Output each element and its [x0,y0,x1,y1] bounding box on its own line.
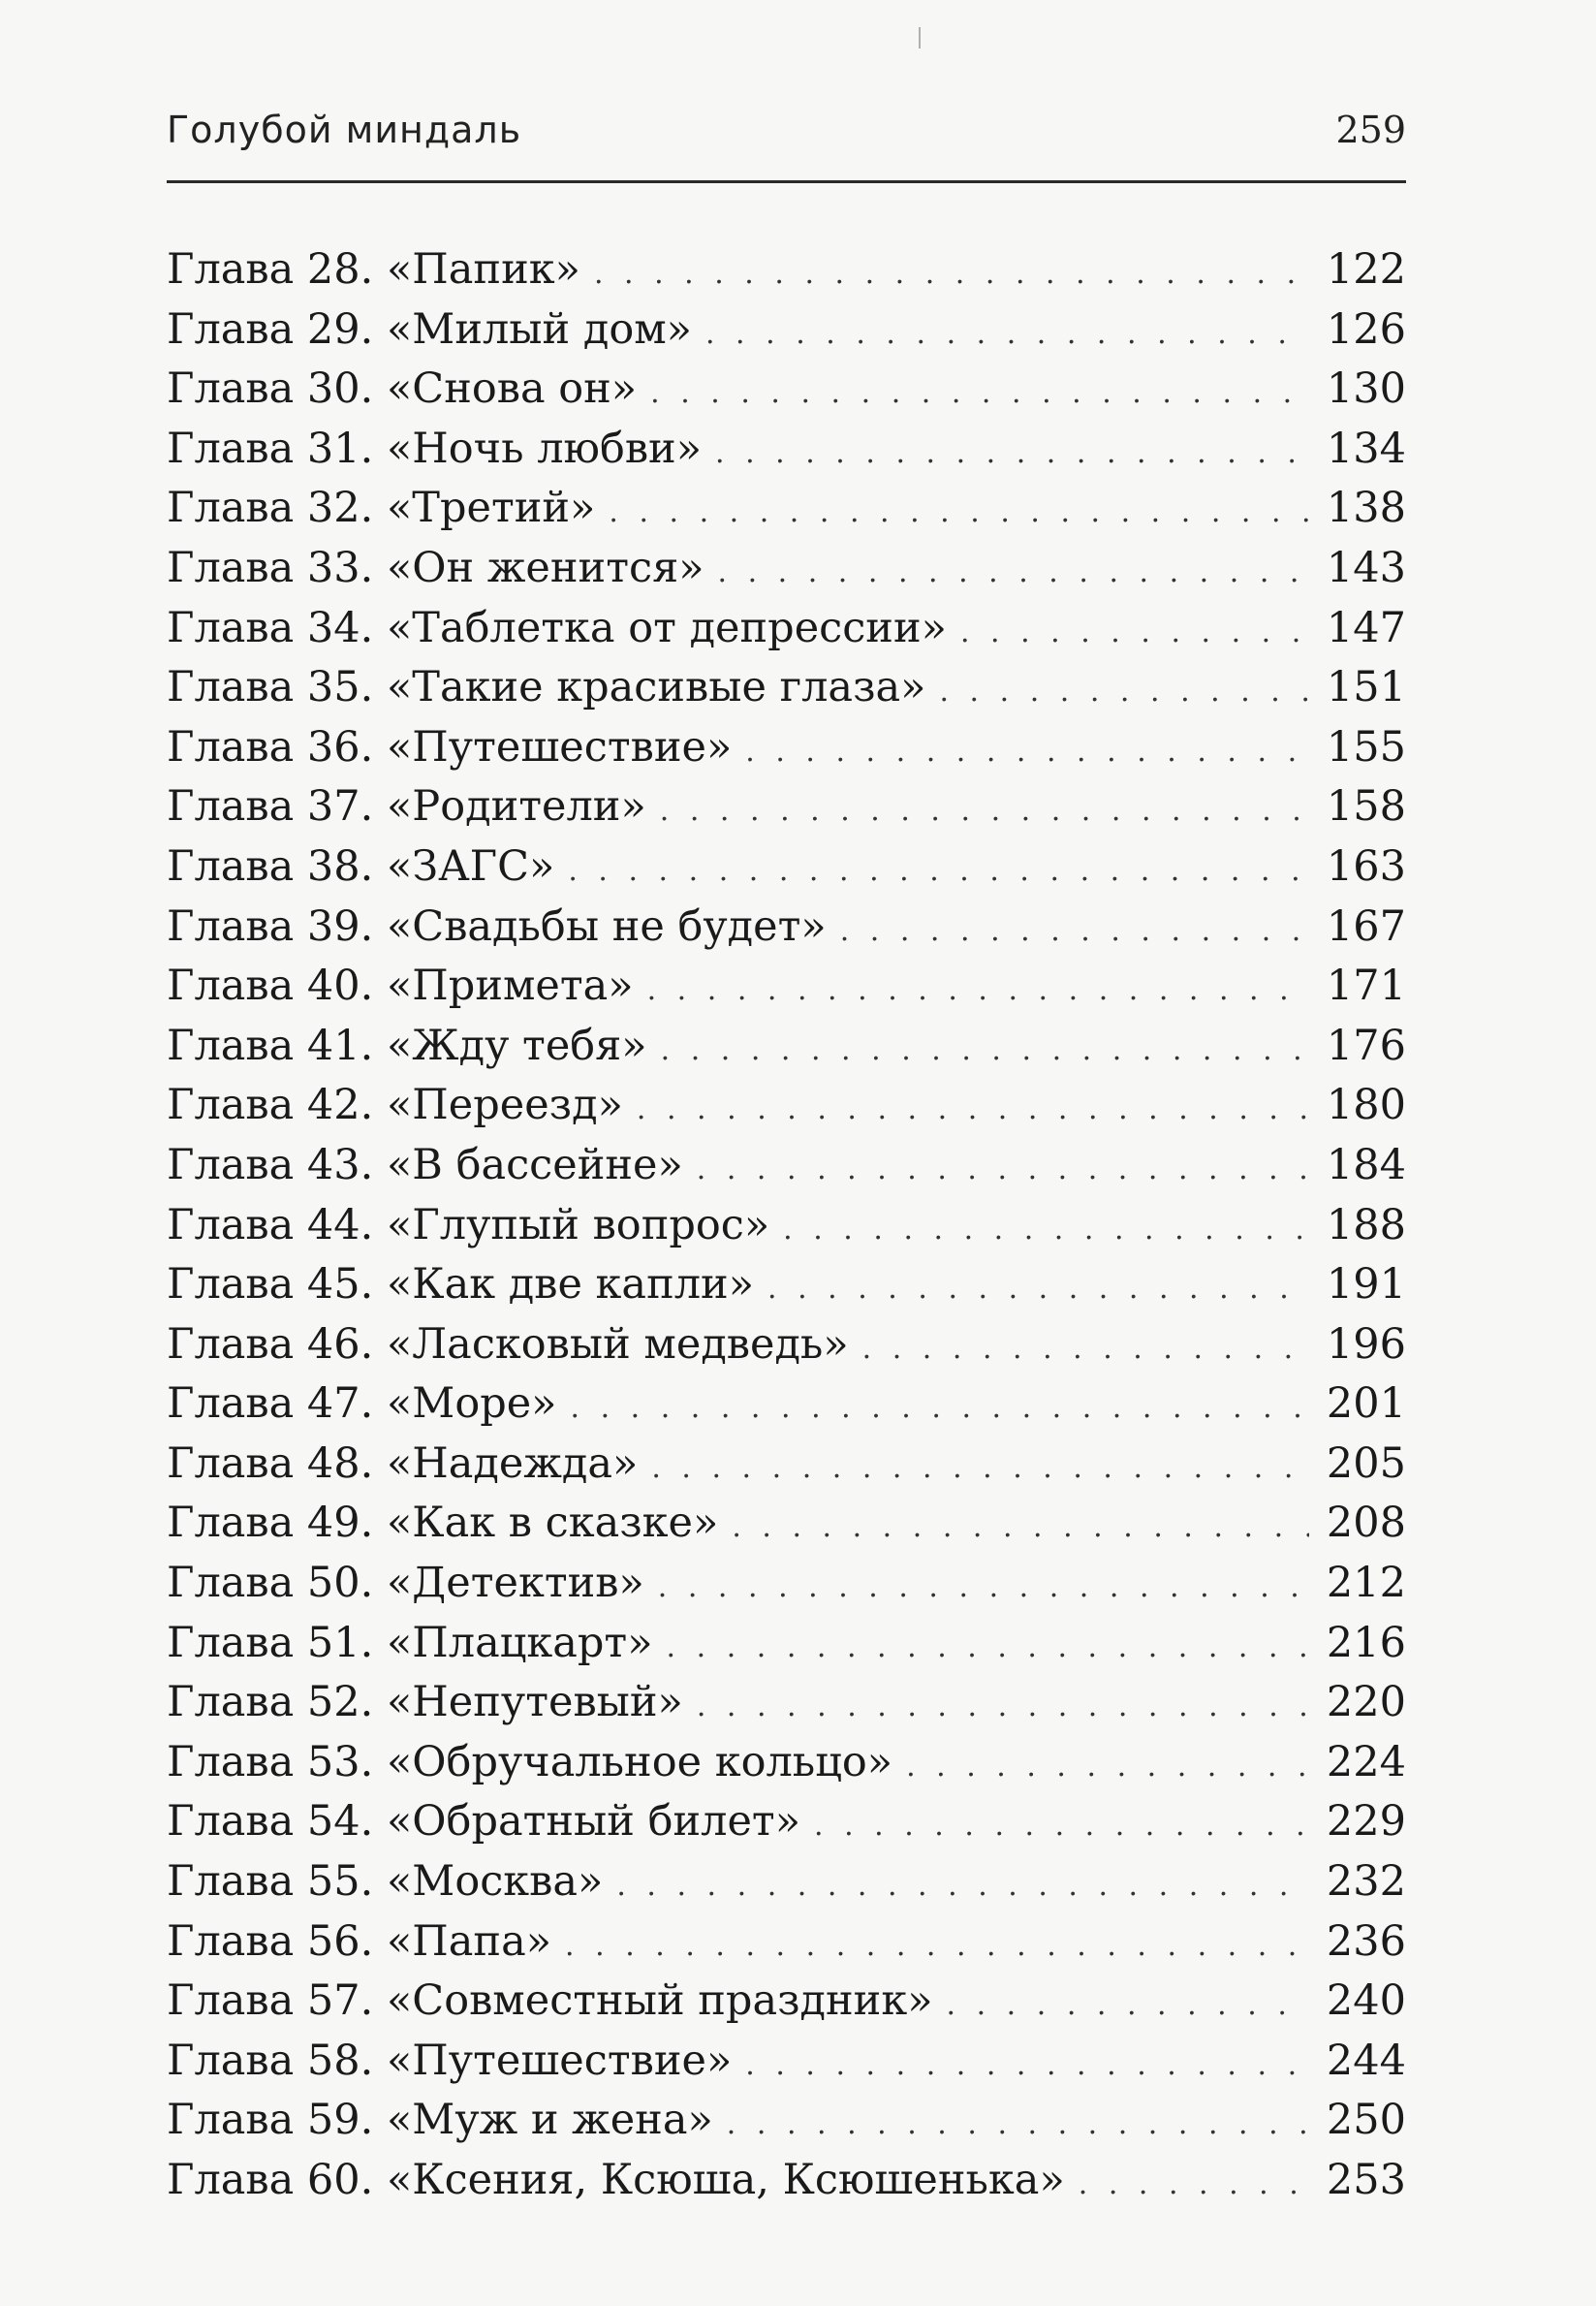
toc-entry [167,1076,1406,1136]
toc-leader-dots [960,603,1309,663]
toc-entry [167,777,1406,837]
toc-entry-page: 224 [1326,1737,1406,1786]
toc-leader-dots [947,1975,1309,2036]
toc-entry-title: Глава 32. «Третий» [167,484,596,533]
toc-entry-title: Глава 55. «Москва» [167,1857,604,1907]
toc-entry-title: Глава 36. «Путешествие» [167,722,733,772]
toc-leader-dots [840,901,1309,962]
toc-leader-dots [565,1916,1309,1976]
toc-leader-dots [637,1080,1309,1140]
toc-entry-page: 244 [1326,2036,1406,2085]
toc-entry-title: Глава 58. «Путешествие» [167,2036,733,2085]
toc-entry-page: 167 [1326,901,1406,951]
toc-entry-title: Глава 52. «Непутевый» [167,1678,683,1727]
toc-entry-page: 201 [1326,1379,1406,1429]
toc-leader-dots [650,363,1309,424]
toc-leader-dots [783,1200,1309,1260]
toc-entry-page: 134 [1326,424,1406,473]
toc-leader-dots [571,1378,1310,1438]
toc-entry-page: 253 [1326,2156,1406,2204]
toc-leader-dots [718,543,1309,603]
toc-entry-page: 155 [1326,722,1406,772]
toc-entry-title: Глава 46. «Ласковый медведь» [167,1319,849,1369]
header-rule [167,180,1406,183]
toc-entry-title: Глава 49. «Как в сказке» [167,1499,719,1548]
toc-entry-title: Глава 29. «Милый дом» [167,304,692,354]
toc-entry-title: Глава 31. «Ночь любви» [167,424,703,473]
toc-entry [167,1374,1406,1435]
page-number: 259 [1335,109,1406,151]
toc-entry [167,1792,1406,1852]
toc-entry [167,1017,1406,1077]
toc-leader-dots [1079,2155,1309,2215]
toc-entry-title: Глава 57. «Совместный праздник» [167,1976,933,2026]
toc-entry-title: Глава 53. «Обручальное кольцо» [167,1737,893,1786]
toc-entry [167,837,1406,898]
toc-entry-title: Глава 40. «Примета» [167,962,634,1011]
toc-entry-page: 229 [1326,1797,1406,1847]
toc-entry-title: Глава 54. «Обратный билет» [167,1797,801,1847]
toc-leader-dots [715,424,1309,484]
toc-entry-title: Глава 28. «Папик» [167,245,580,294]
toc-entry-page: 176 [1326,1021,1406,1070]
toc-entry-page: 158 [1326,782,1406,832]
toc-entry [167,2151,1406,2211]
toc-entry-title: Глава 59. «Муж и жена» [167,2096,713,2145]
toc-leader-dots [732,1498,1309,1558]
page-header [167,97,1406,180]
toc-entry-title: Глава 45. «Как две капли» [167,1260,755,1310]
toc-entry [167,300,1406,361]
toc-entry-page: 143 [1326,543,1406,592]
toc-leader-dots [705,304,1309,364]
toc-entry-title: Глава 51. «Плацкарт» [167,1618,653,1667]
toc-entry-page: 205 [1326,1438,1406,1488]
toc-entry-page: 151 [1326,663,1406,712]
toc-entry [167,360,1406,420]
toc-leader-dots [727,2095,1309,2155]
toc-leader-dots [660,781,1309,841]
toc-entry-title: Глава 39. «Свадьбы не будет» [167,901,827,951]
toc-leader-dots [745,2036,1309,2096]
toc-leader-dots [939,662,1309,722]
toc-entry-page: 216 [1326,1618,1406,1667]
toc-entry-page: 212 [1326,1559,1406,1608]
toc-entry-page: 180 [1326,1081,1406,1130]
toc-entry [167,658,1406,718]
table-of-contents [167,240,1406,2211]
toc-leader-dots [594,244,1309,304]
toc-entry-page: 184 [1326,1140,1406,1189]
toc-entry-page: 138 [1326,484,1406,533]
toc-entry-page: 163 [1326,841,1406,891]
toc-leader-dots [651,1438,1309,1499]
toc-entry-title: Глава 56. «Папа» [167,1916,552,1966]
toc-leader-dots [767,1259,1309,1319]
toc-entry [167,1614,1406,1674]
toc-entry-title: Глава 42. «Переезд» [167,1081,623,1130]
toc-entry [167,957,1406,1017]
toc-entry [167,1494,1406,1554]
toc-entry-title: Глава 41. «Жду тебя» [167,1021,647,1070]
toc-entry-page: 171 [1326,962,1406,1011]
toc-leader-dots [661,1021,1309,1081]
toc-entry-page: 240 [1326,1976,1406,2026]
toc-entry-page: 122 [1326,245,1406,294]
toc-entry [167,1673,1406,1733]
toc-entry-page: 232 [1326,1857,1406,1907]
toc-entry-page: 191 [1326,1260,1406,1310]
toc-entry [167,1554,1406,1614]
toc-leader-dots [568,841,1309,901]
running-title: Голубой миндаль [167,109,522,151]
toc-entry [167,1315,1406,1375]
toc-leader-dots [616,1856,1309,1916]
toc-entry-title: Глава 47. «Море» [167,1379,557,1429]
toc-leader-dots [609,483,1309,543]
toc-entry-page: 220 [1326,1678,1406,1727]
toc-entry [167,240,1406,300]
toc-entry [167,599,1406,659]
toc-leader-dots [745,722,1309,782]
toc-entry [167,1852,1406,1912]
toc-entry-page: 196 [1326,1319,1406,1369]
toc-leader-dots [647,961,1309,1021]
toc-leader-dots [697,1140,1309,1200]
toc-entry [167,718,1406,778]
print-mark [919,27,921,48]
toc-entry-title: Глава 50. «Детектив» [167,1559,644,1608]
toc-entry [167,898,1406,958]
toc-entry [167,1136,1406,1196]
toc-entry-page: 188 [1326,1200,1406,1249]
toc-entry [167,539,1406,599]
toc-entry-page: 208 [1326,1499,1406,1548]
toc-entry-page: 130 [1326,364,1406,414]
toc-leader-dots [814,1796,1309,1856]
toc-entry [167,479,1406,539]
toc-entry-title: Глава 48. «Надежда» [167,1438,639,1488]
toc-entry [167,1196,1406,1256]
toc-entry-title: Глава 43. «В бассейне» [167,1140,683,1189]
toc-leader-dots [658,1558,1309,1618]
toc-leader-dots [862,1319,1309,1379]
toc-entry-page: 126 [1326,304,1406,354]
toc-entry-title: Глава 34. «Таблетка от депрессии» [167,603,947,652]
toc-entry [167,1972,1406,2032]
toc-entry [167,1435,1406,1495]
toc-entry [167,2032,1406,2092]
toc-entry [167,1255,1406,1315]
toc-entry [167,1733,1406,1793]
toc-entry-title: Глава 38. «ЗАГС» [167,841,555,891]
toc-entry-page: 236 [1326,1916,1406,1966]
toc-entry [167,2091,1406,2151]
toc-entry [167,1912,1406,1973]
toc-entry-title: Глава 35. «Такие красивые глаза» [167,663,926,712]
toc-entry-title: Глава 37. «Родители» [167,782,646,832]
toc-entry-title: Глава 30. «Снова он» [167,364,638,414]
toc-entry [167,420,1406,480]
toc-entry-page: 250 [1326,2096,1406,2145]
toc-entry-title: Глава 60. «Ксения, Ксюша, Ксюшенька» [167,2156,1065,2204]
toc-entry-page: 147 [1326,603,1406,652]
toc-entry-title: Глава 33. «Он женится» [167,543,704,592]
toc-leader-dots [697,1677,1309,1737]
toc-entry-title: Глава 44. «Глупый вопрос» [167,1200,770,1249]
toc-leader-dots [906,1737,1309,1797]
toc-leader-dots [667,1618,1309,1678]
